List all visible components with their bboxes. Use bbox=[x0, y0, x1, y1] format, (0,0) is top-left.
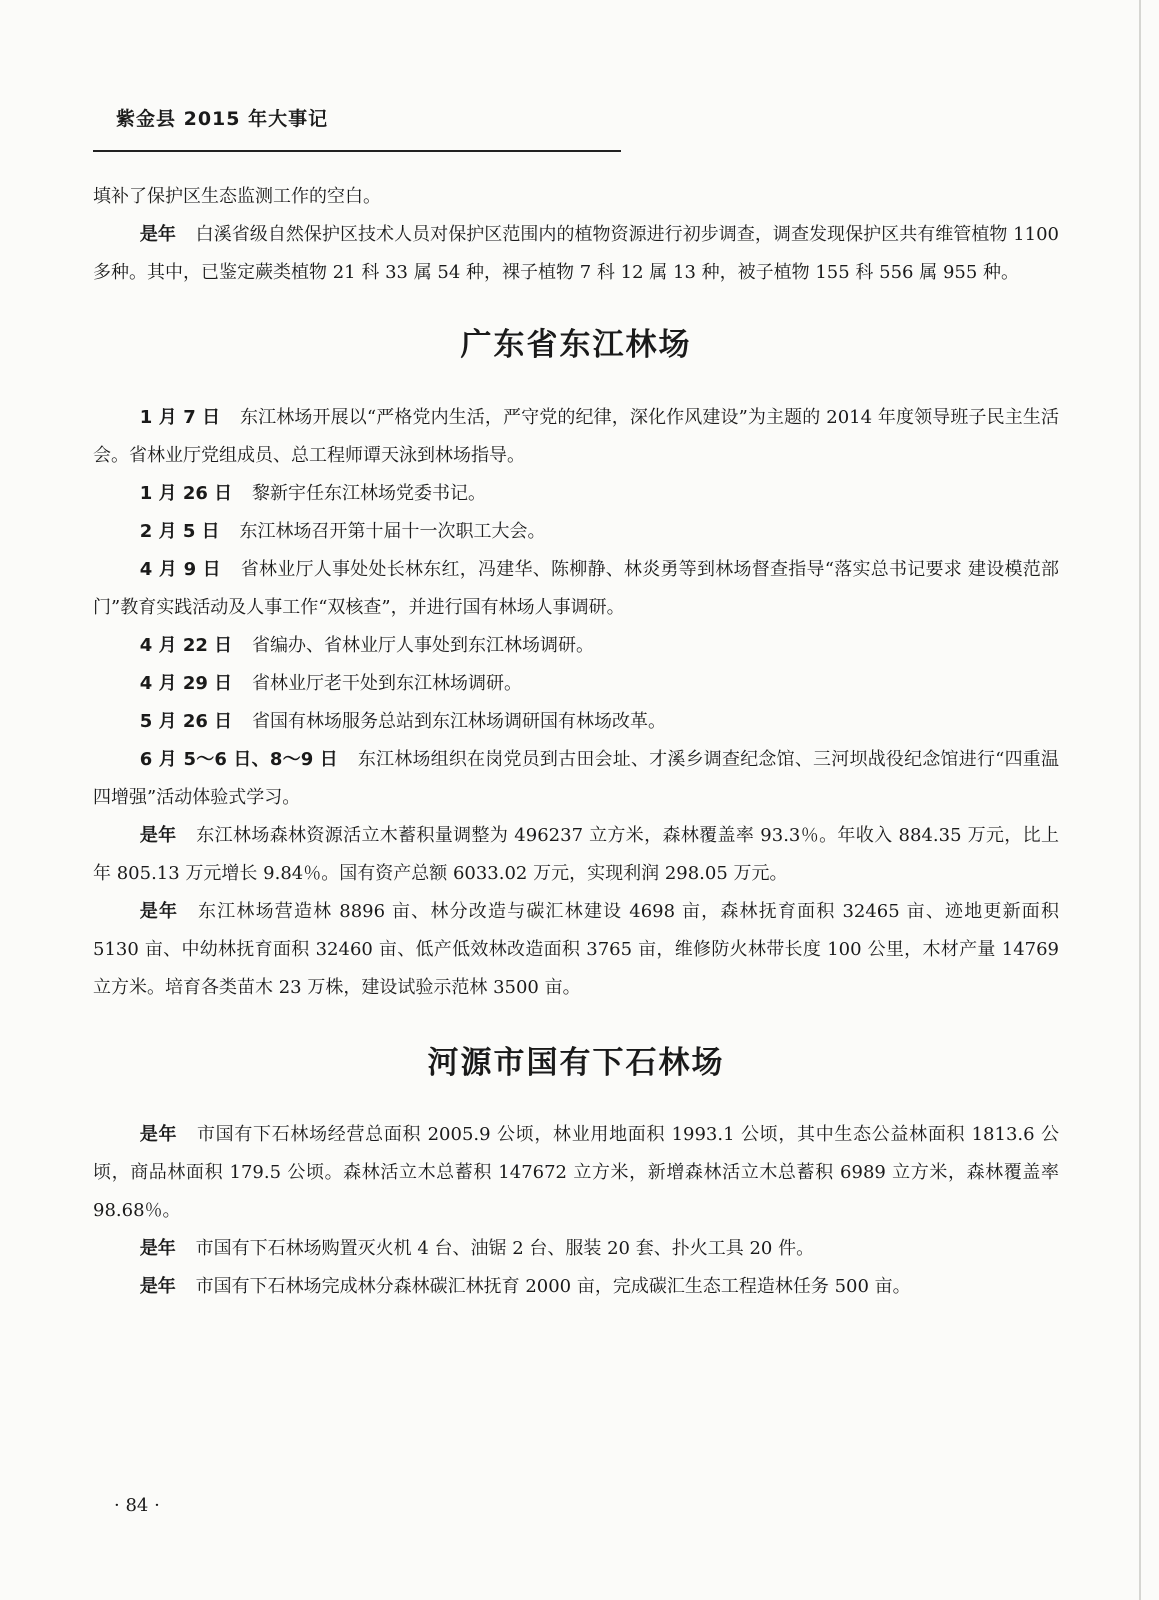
entry bbox=[93, 703, 1059, 741]
entry-text: 东江林场开展以“严格党内生活，严守党的纪律，深化作风建设”为主题的 2014 年度领导班子民主生活会。省林业厅党组成员、总工程师谭天泳到林场指导。 bbox=[93, 407, 1059, 466]
entry bbox=[93, 1230, 1059, 1268]
entry-text: 东江林场组织在岗党员到古田会址、才溪乡调查纪念馆、三河坝战役纪念馆进行“四重温四增强”活动体验式学习。 bbox=[93, 749, 1059, 808]
entry bbox=[93, 741, 1059, 817]
entry-date: 5 月 26 日 bbox=[139, 711, 233, 732]
entry-text: 市国有下石林场购置灭火机 4 台、油锯 2 台、服装 20 套、扑火工具 20 件。 bbox=[195, 1238, 815, 1259]
entry-date: 4 月 22 日 bbox=[139, 635, 233, 656]
entry-text: 东江林场营造林 8896 亩、林分改造与碳汇林建设 4698 亩，森林抚育面积 32465 亩、迹地更新面积 5130 亩、中幼林抚育面积 32460 亩、低产低效林改造面积 3765 亩，维修防火林带长度 100 公里，木材产量 14769 立方米。培育各类苗木 23 万株，建设试验示范林 3500 亩。 bbox=[93, 901, 1059, 998]
entry-date: 4 月 29 日 bbox=[139, 673, 233, 694]
running-header: 紫金县 2015 年大事记 bbox=[116, 108, 329, 130]
entry bbox=[93, 513, 1059, 551]
entry-text: 东江林场召开第十届十一次职工大会。 bbox=[239, 521, 546, 542]
page-number: · 84 · bbox=[114, 1495, 160, 1516]
entry-text: 省林业厅老干处到东江林场调研。 bbox=[251, 673, 522, 694]
entry bbox=[93, 1116, 1059, 1230]
entry bbox=[93, 1268, 1059, 1306]
section-title: 河源市国有下石林场 bbox=[427, 1045, 725, 1081]
entry-text: 省编办、省林业厅人事处到东江林场调研。 bbox=[251, 635, 594, 656]
entry-text: 白溪省级自然保护区技术人员对保护区范围内的植物资源进行初步调查，调查发现保护区共有维管植物 1100 多种。其中，已鉴定蕨类植物 21 科 33 属 54 种，裸子植物 7 科 12 属 13 种，被子植物 155 科 556 属 955 种。 bbox=[93, 224, 1059, 283]
entry bbox=[93, 627, 1059, 665]
entry-text: 省林业厅人事处处长林东红，冯建华、陈柳静、林炎勇等到林场督查指导“落实总书记要求 建设模范部门”教育实践活动及人事工作“双核查”，并进行国有林场人事调研。 bbox=[93, 559, 1060, 618]
entry-date: 是年 bbox=[139, 224, 176, 245]
entry bbox=[93, 665, 1059, 703]
entry-text: 省国有林场服务总站到东江林场调研国有林场改革。 bbox=[251, 711, 666, 732]
entry-date: 1 月 7 日 bbox=[139, 407, 221, 428]
entry-text: 市国有下石林场经营总面积 2005.9 公顷，林业用地面积 1993.1 公顷，其中生态公益林面积 1813.6 公顷，商品林面积 179.5 公顷。森林活立木总蓄积 147672 立方米，新增森林活立木总蓄积 6989 立方米，森林覆盖率 98.68％。 bbox=[93, 1124, 1059, 1221]
entry-text: 东江林场森林资源活立木蓄积量调整为 496237 立方米，森林覆盖率 93.3％。年收入 884.35 万元，比上年 805.13 万元增长 9.84％。国有资产总额 6033.02 万元，实现利润 298.05 万元。 bbox=[93, 825, 1059, 884]
scan-edge-line bbox=[1139, 0, 1141, 1600]
entry bbox=[93, 551, 1059, 627]
entry bbox=[93, 817, 1059, 893]
entry-date: 是年 bbox=[139, 1276, 176, 1297]
intro-entry bbox=[93, 216, 1059, 292]
header-rule bbox=[93, 150, 621, 152]
entry-text: 黎新宇任东江林场党委书记。 bbox=[251, 483, 486, 504]
intro-paragraph: 填补了保护区生态监测工作的空白。 bbox=[93, 186, 381, 207]
entry-date: 2 月 5 日 bbox=[139, 521, 220, 542]
entry-date: 是年 bbox=[139, 1238, 176, 1259]
entry-text: 市国有下石林场完成林分森林碳汇林抚育 2000 亩，完成碳汇生态工程造林任务 500 亩。 bbox=[195, 1276, 911, 1297]
entry-date: 1 月 26 日 bbox=[139, 483, 233, 504]
section-title: 广东省东江林场 bbox=[460, 327, 692, 363]
entry-date: 4 月 9 日 bbox=[139, 559, 221, 580]
entry-date: 是年 bbox=[139, 825, 177, 846]
entry-date: 6 月 5～6 日、8～9 日 bbox=[139, 749, 339, 770]
entry-date: 是年 bbox=[139, 901, 179, 922]
entry bbox=[93, 893, 1059, 1007]
entry bbox=[93, 475, 1059, 513]
page-content bbox=[93, 178, 1059, 1306]
entry-date: 是年 bbox=[139, 1124, 178, 1145]
entry bbox=[93, 399, 1059, 475]
